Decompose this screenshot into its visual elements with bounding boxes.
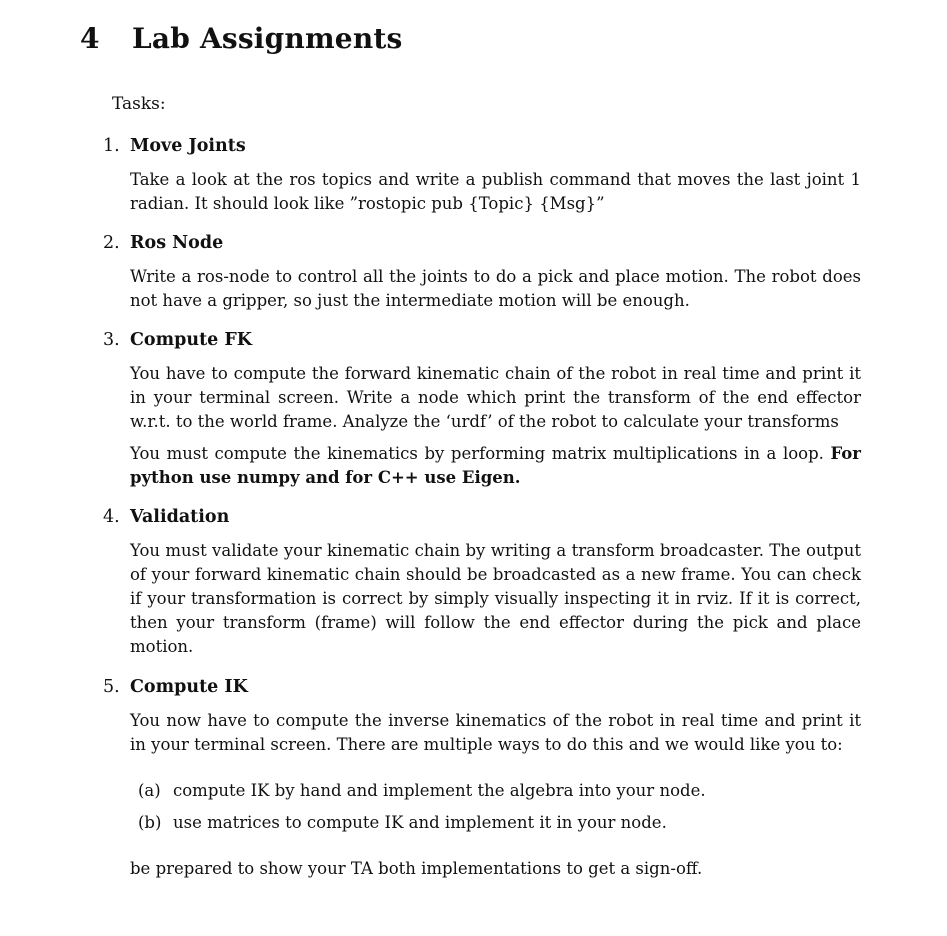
task-item-move-joints: [103, 134, 863, 216]
task-title: Validation: [130, 507, 230, 527]
task-item-compute-ik: [103, 675, 863, 881]
task-title: Ros Node: [130, 233, 224, 253]
task-title: Compute FK: [130, 330, 253, 350]
task-number: 5.: [103, 677, 120, 697]
subitem-text: compute IK by hand and implement the algebra into your node.: [173, 781, 706, 800]
task-description: You have to compute the forward kinematic chain of the robot in real time and print it in your terminal screen. Write a node which print the transform of the end effector w.r.t. to the world frame. Analyze the ‘urdf’ of the robot to calculate your transforms: [130, 364, 861, 431]
subitem-text: use matrices to compute IK and implement it in your node.: [173, 813, 667, 832]
task-item-validation: [103, 505, 863, 659]
task-number: 4.: [103, 507, 120, 527]
task-description: Take a look at the ros topics and write a publish command that moves the last joint 1 radian. It should look like ”rostopic pub {Topic} {Msg}”: [130, 170, 861, 213]
subitem-a: [138, 779, 863, 803]
task-requirement: [130, 442, 861, 490]
subitem-label: (a): [138, 781, 161, 800]
section-title: Lab Assignments: [132, 22, 403, 55]
requirement-text: You must compute the kinematics by performing matrix multiplications in a loop.: [130, 444, 824, 463]
task-number: 2.: [103, 233, 120, 253]
tasks-label: Tasks:: [112, 94, 166, 114]
task-description: You now have to compute the inverse kinematics of the robot in real time and print it in your terminal screen. There are multiple ways to do this and we would like you to:: [130, 711, 861, 754]
section-number: 4: [80, 22, 100, 55]
task-heading: [103, 134, 863, 158]
task-heading: [103, 505, 863, 529]
task-number: 3.: [103, 330, 120, 350]
task-item-ros-node: [103, 231, 863, 313]
requirement-bold-text: For python use numpy and for C++ use Eigen.: [130, 444, 861, 487]
task-title: Compute IK: [130, 677, 248, 697]
task-heading: [103, 231, 863, 255]
task-title: Move Joints: [130, 136, 246, 156]
section-heading: [80, 22, 402, 55]
closing-note: be prepared to show your TA both implementations to get a sign-off.: [130, 859, 703, 878]
task-heading: [103, 675, 863, 699]
task-description: Write a ros-node to control all the joints to do a pick and place motion. The robot does not have a gripper, so just the intermediate motion will be enough.: [130, 267, 861, 310]
subitem-b: [138, 811, 863, 835]
task-description: You must validate your kinematic chain by writing a transform broadcaster. The output of your forward kinematic chain should be broadcasted as a new frame. You can check if your transformation is correct by simply visually inspecting it in rviz. If it is correct, then your transform (frame) will follow the end effector during the pick and place motion.: [130, 541, 861, 656]
task-number: 1.: [103, 136, 120, 156]
task-item-compute-fk: [103, 328, 863, 490]
subitem-label: (b): [138, 813, 162, 832]
task-heading: [103, 328, 863, 352]
